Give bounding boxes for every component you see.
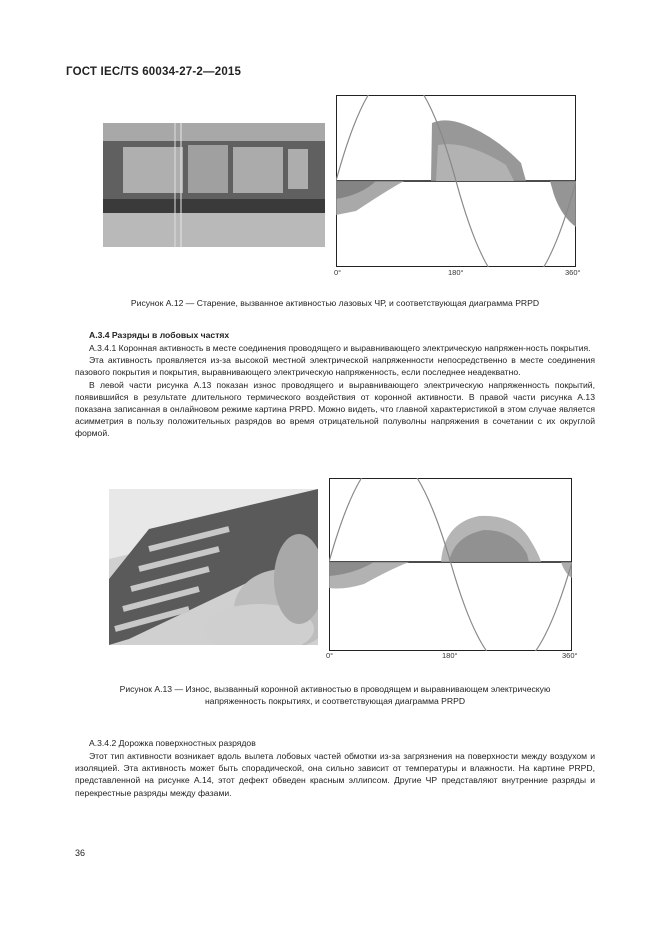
subsection-heading: А.3.4.2 Дорожка поверхностных разрядов xyxy=(89,738,256,748)
figure13-caption xyxy=(75,683,595,707)
section-heading: А.3.4 Разряды в лобовых частях xyxy=(89,330,230,340)
paragraph-3: В левой части рисунка А.13 показан износ проводящего и выравнивающего электрическую напряженность покрытий, появившийся в результате длительного термического воздействия от коронной активности. В правой части рисунка А.13 показана записанная в онлайновом режиме картина PRPD. Можно видеть, что главной характеристикой в этом случае является асимметрия в пользу положительных разрядов во время отрицательной полуволны напряжения в сочетании с их округлой формой. xyxy=(75,379,595,439)
figure13-tick-0: 0° xyxy=(326,651,334,660)
figure13-prpd-chart xyxy=(329,478,572,651)
figure13-caption-line1: Рисунок А.13 — Износ, вызванный коронной активностью в проводящем и выравнивающем электрическую xyxy=(119,684,551,694)
figure13-caption-line2: напряженность покрытиях, и соответствующая диаграмма PRPD xyxy=(204,696,466,707)
subsection-body xyxy=(75,750,595,799)
figure13-tick-360: 360° xyxy=(562,651,578,660)
figure12-tick-360: 360° xyxy=(565,268,581,277)
figure12-tick-0: 0° xyxy=(334,268,342,277)
figure12-tick-180: 180° xyxy=(448,268,464,277)
paragraph-2: Эта активность проявляется из-за высокой местной электрической напряженности непосредственно в месте соединения пазового покрытия и покрытия, выравнивающего электрическую напряженность, если последнее неадекватно. xyxy=(75,355,595,378)
document-header: ГОСТ IEC/TS 60034-27-2—2015 xyxy=(66,66,242,78)
page-number: 36 xyxy=(75,848,86,858)
figure12-photo xyxy=(103,123,325,247)
figure13-photo xyxy=(109,489,318,645)
figure12-caption: Рисунок А.12 — Старение, вызванное активностью лазовых ЧР, и соответствующая диаграмма PRPD xyxy=(130,298,540,308)
paragraph-1: А.3.4.1 Коронная активность в месте соединения проводящего и выравнивающего электрическую напряжен-ность покрытия. xyxy=(89,343,591,353)
figure12-prpd-chart xyxy=(336,95,576,267)
figure13-tick-180: 180° xyxy=(442,651,458,660)
section-body xyxy=(75,342,595,440)
subsection-paragraph: Этот тип активности возникает вдоль вылета лобовых частей обмотки из-за загрязнения на поверхности между воздухом и изоляцией. Эта активность может быть спорадической, она сильно зависит от температуры и влажности. На картине PRPD, представленной на рисунке А.14, этот дефект обведен красным эллипсом. Другие ЧР представляют внутренние разряды и перекрестные разряды между фазами. xyxy=(75,751,595,798)
